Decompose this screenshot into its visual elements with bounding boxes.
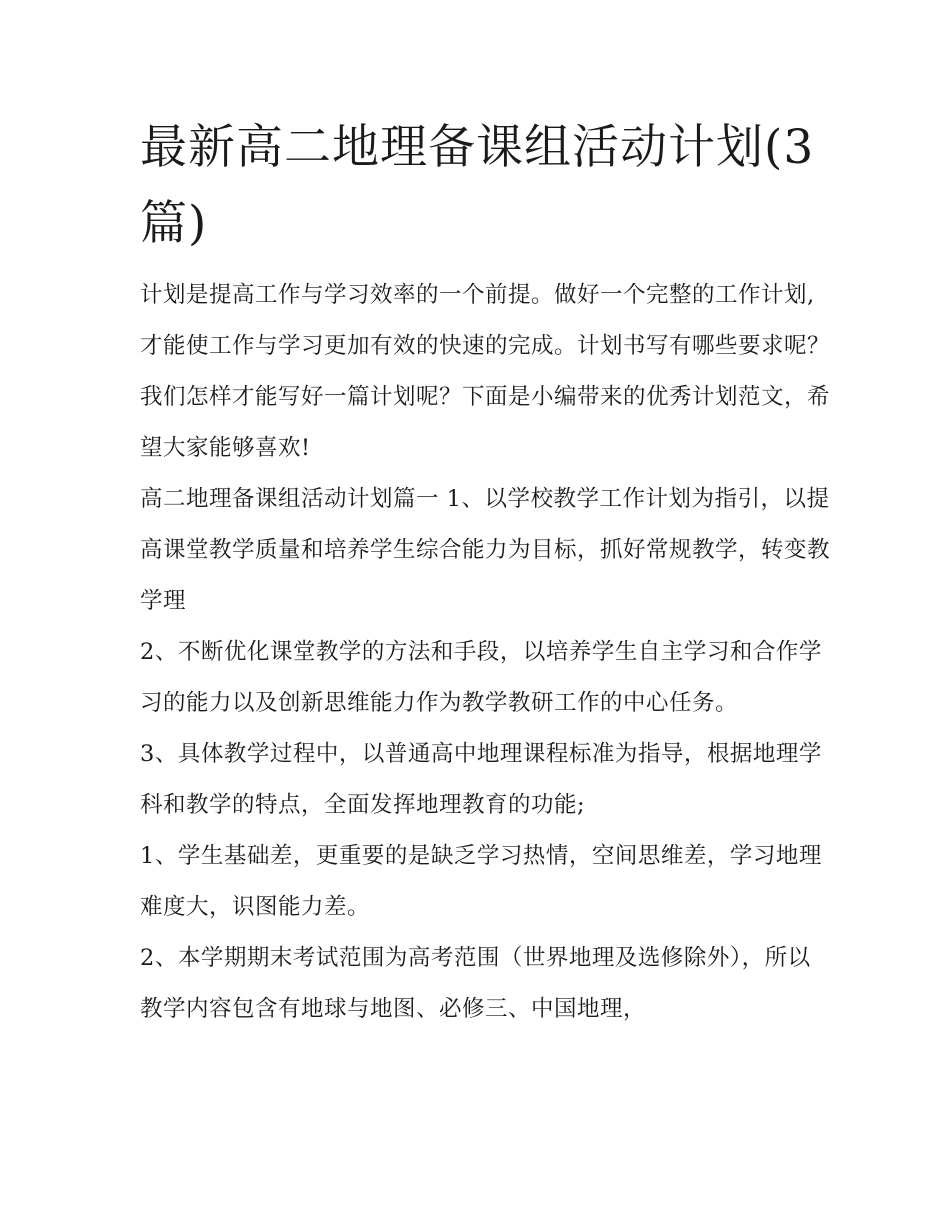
body-paragraph-4: 1、学生基础差，更重要的是缺乏学习热情，空间思维差，学习地理难度大，识图能力差。 <box>140 843 822 920</box>
body-paragraph-5: 2、本学期期末考试范围为高考范围（世界地理及选修除外），所以教学内容包含有地球与地图、必修三、中国地理， <box>140 945 811 1022</box>
intro-paragraph: 计划是提高工作与学习效率的一个前提。做好一个完整的工作计划,才能使工作与学习更加有效的快速的完成。计划书写有哪些要求呢？我们怎样才能写好一篇计划呢？下面是小编带来的优秀计划范文，希望大家能够喜欢! <box>140 282 831 461</box>
document-title: 最新高二地理备课组活动计划(3篇) <box>140 120 815 251</box>
body-paragraph-1: 高二地理备课组活动计划篇一 1、以学校教学工作计划为指引，以提高课堂教学质量和培养学生综合能力为目标，抓好常规教学，转变教学理 <box>140 486 831 614</box>
document-page <box>140 110 830 1035</box>
body-paragraph-3: 3、具体教学过程中，以普通高中地理课程标准为指导，根据地理学科和教学的特点，全面发挥地理教育的功能; <box>140 741 822 818</box>
body-paragraph-2: 2、不断优化课堂教学的方法和手段，以培养学生自主学习和合作学习的能力以及创新思维能力作为教学教研工作的中心任务。 <box>140 639 822 716</box>
